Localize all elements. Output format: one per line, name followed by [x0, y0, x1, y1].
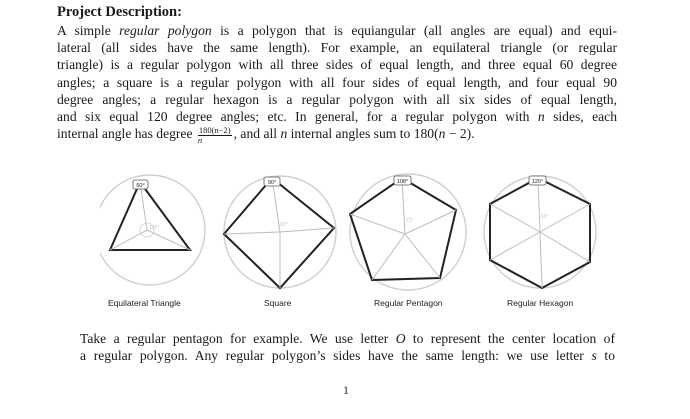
project-description-paragraph — [57, 22, 617, 145]
square-angle-label: 90° — [267, 180, 277, 186]
caption-regular-pentagon: Regular Pentagon — [374, 298, 443, 308]
caption-equilateral-triangle: Equilateral Triangle — [108, 298, 181, 308]
caption-regular-hexagon: Regular Hexagon — [507, 298, 574, 308]
equilateral-triangle-diagram — [100, 175, 205, 285]
regular-pentagon-diagram — [350, 174, 466, 290]
emphasis-term: regular polygon — [119, 23, 212, 38]
caption-square: Square — [264, 298, 292, 308]
paragraph-line: internal angle has degree $\frac{180(n-2)}{n}$ , and all n internal angles sum to 180(n − 2). — [57, 124, 475, 145]
pentagon-angle-label: 108° — [396, 179, 409, 185]
pentagon-example-paragraph — [80, 330, 615, 364]
paragraph-line: a regular polygon. Any regular polygon’s sides have the same length: we use letter s to — [80, 348, 615, 364]
pentagon-center-label: 72° — [406, 218, 414, 224]
paragraph-line: angles; a square is a regular polygon with all four sides of equal length, and four equal 90 — [57, 74, 617, 90]
hexagon-center-label: 60° — [541, 214, 549, 220]
square-diagram — [224, 176, 336, 288]
section-heading: Project Description: — [57, 4, 182, 20]
paragraph-line: and six equal 120 degree angles; etc. In general, for a regular polygon with n sides, each — [57, 109, 618, 125]
regular-hexagon-diagram — [484, 176, 596, 288]
hexagon-angle-label: 120° — [531, 179, 544, 185]
page-number: 1 — [343, 383, 349, 397]
paragraph-line: triangle) is a regular polygon with all three sides of equal length, and three equal 60 degree — [57, 57, 617, 73]
paragraph-line: lateral (all sides have the same length). For example, an equilateral triangle (or regular — [57, 40, 617, 56]
paragraph-line: degree angles; a regular hexagon is a regular polygon with all six sides of equal length, — [57, 91, 617, 107]
paragraph-line: Take a regular pentagon for example. We use letter O to represent the center location of — [80, 331, 615, 346]
triangle-center-label: 120° — [149, 225, 160, 231]
angle-formula-fraction: $\frac{180(n-2)}{n}$ — [197, 124, 231, 145]
square-center-label: 90° — [280, 222, 288, 228]
paragraph-line: A simple regular polygon is a polygon that is equiangular (all angles are equal) and equi- — [57, 23, 617, 38]
triangle-angle-label: 60° — [136, 183, 145, 189]
